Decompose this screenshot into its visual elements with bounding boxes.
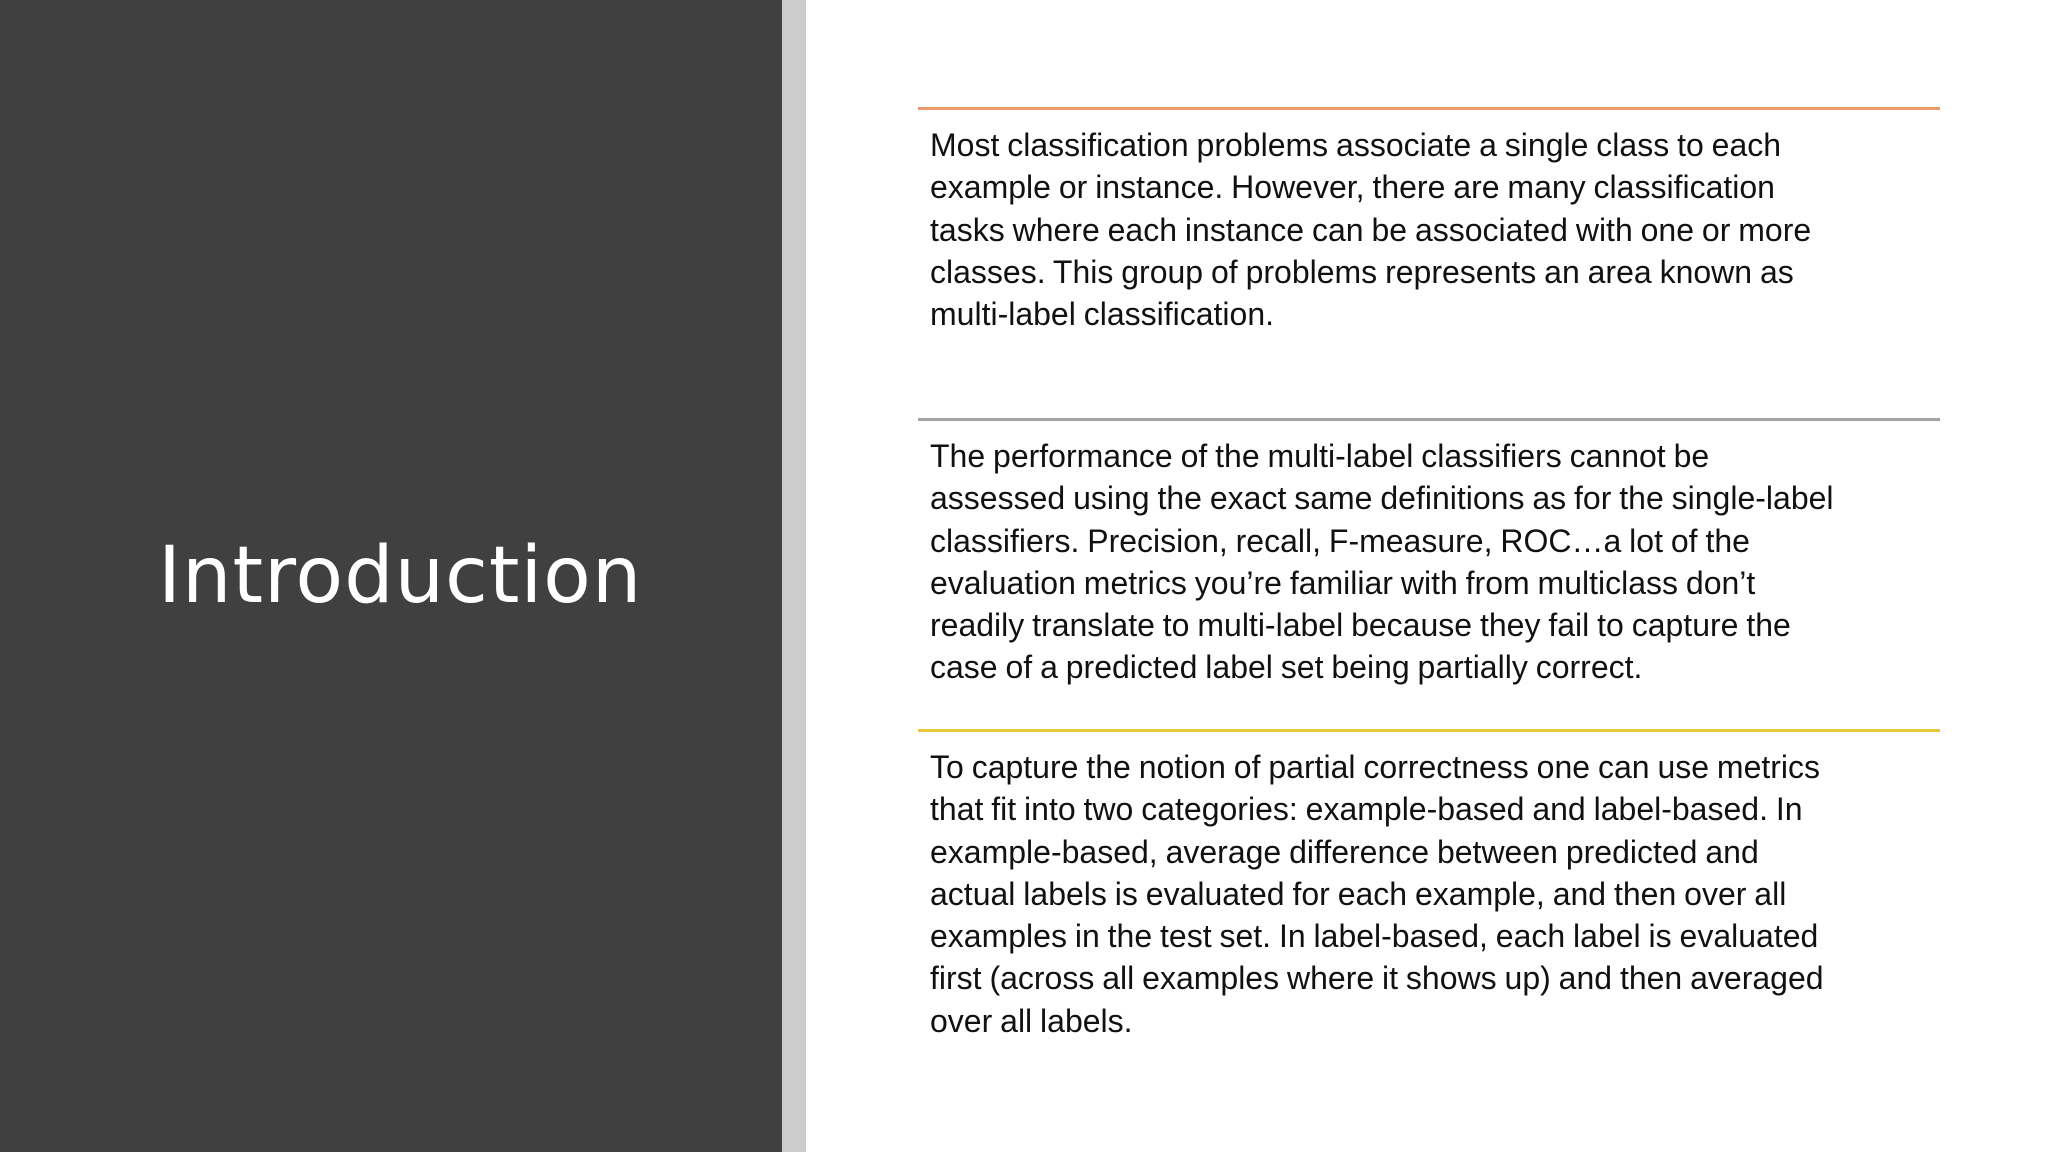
text-line: readily translate to multi-label because they fail to capture the xyxy=(930,607,1791,644)
title-panel xyxy=(0,0,782,1152)
text-line: tasks where each instance can be associated with one or more xyxy=(930,211,1812,248)
text-line: examples in the test set. In label-based, each label is evaluated xyxy=(930,918,1819,955)
text-line: Most classification problems associate a single class to each xyxy=(930,127,1782,163)
block-text-1 xyxy=(918,110,1940,335)
text-line: first (across all examples where it shows up) and then averaged xyxy=(930,960,1824,997)
divider-strip xyxy=(782,0,806,1152)
text-line: example-based, average difference between predicted and xyxy=(930,833,1759,870)
slide-title: Introduction xyxy=(158,531,643,621)
text-line: The performance of the multi-label classifiers cannot be xyxy=(930,438,1710,474)
text-line: over all labels. xyxy=(930,1002,1133,1039)
text-line: multi-label classification. xyxy=(930,296,1275,333)
text-line: case of a predicted label set being partially correct. xyxy=(930,649,1643,686)
block-text-2 xyxy=(918,421,1940,689)
block-text-3 xyxy=(918,732,1940,1042)
text-line: actual labels is evaluated for each example, and then over all xyxy=(930,875,1787,912)
text-line: that fit into two categories: example-based and label-based. In xyxy=(930,791,1803,828)
text-block-3 xyxy=(918,729,1940,1042)
text-line: assessed using the exact same definitions as for the single-label xyxy=(930,480,1834,517)
text-line: example or instance. However, there are many classification xyxy=(930,169,1775,206)
text-block-1 xyxy=(918,107,1940,335)
text-line: classes. This group of problems represents an area known as xyxy=(930,253,1794,290)
text-block-2 xyxy=(918,418,1940,689)
text-line: classifiers. Precision, recall, F-measure, ROC…a lot of the xyxy=(930,522,1750,559)
text-line: To capture the notion of partial correctness one can use metrics xyxy=(930,749,1821,785)
text-line: evaluation metrics you’re familiar with from multiclass don’t xyxy=(930,564,1756,601)
content-area xyxy=(918,0,1940,1152)
